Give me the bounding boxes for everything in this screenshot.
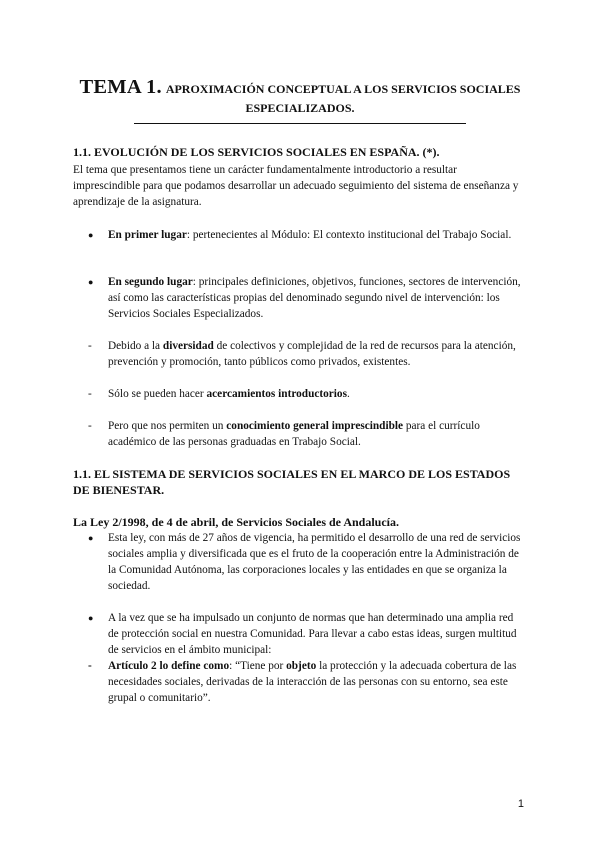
item-bold: En primer lugar bbox=[108, 229, 187, 241]
list-item-ley bbox=[88, 530, 523, 594]
title-dot: . bbox=[156, 76, 162, 98]
dash-icon: - bbox=[88, 340, 92, 352]
item-text: : principales definiciones, objetivos, funciones, sectores de intervención, así como las características propias del denominado segundo nivel de intervención: los Servicios Sociales Especializados. bbox=[108, 276, 521, 320]
dash-icon: - bbox=[88, 660, 92, 672]
title-line1: APROXIMACIÓN CONCEPTUAL A LOS SERVICIOS SOCIALES bbox=[165, 82, 521, 96]
title-rule bbox=[134, 123, 466, 124]
list-item-acercamientos bbox=[88, 386, 523, 402]
item-bold: conocimiento general imprescindible bbox=[226, 420, 404, 432]
item-text: de colectivos y complejidad de la red de recursos para la atención, prevención y promoción, tanto públicos como privados, existentes. bbox=[108, 340, 516, 368]
item-bold: acercamientos introductorios bbox=[206, 388, 347, 400]
item-bold: En segundo lugar bbox=[108, 276, 193, 288]
list-item-normas bbox=[88, 610, 523, 658]
document-title bbox=[70, 76, 530, 116]
bullet-icon: ● bbox=[88, 277, 94, 287]
section1-heading: 1.1. EVOLUCIÓN DE LOS SERVICIOS SOCIALES EN ESPAÑA. (*). bbox=[73, 145, 440, 159]
section2-heading: 1.1. EL SISTEMA DE SERVICIOS SOCIALES EN EL MARCO DE LOS ESTADOS DE BIENESTAR. bbox=[73, 467, 511, 497]
item-text: la protección y la adecuada cobertura de las necesidades sociales, derivadas de la interacción de las personas con su entorno, sea este grupal o comunitario”. bbox=[108, 660, 517, 704]
list-item-diversidad bbox=[88, 338, 523, 370]
bullet-icon: ● bbox=[88, 533, 94, 543]
list-item-conocimiento bbox=[88, 418, 523, 450]
item-text: A la vez que se ha impulsado un conjunto de normas que han determinado una amplia red de protección social en nuestra Comunidad. Para llevar a cabo estas ideas, surgen multitud de servicios en el ámbito municipal: bbox=[108, 612, 517, 656]
item-pre: Sólo se pueden hacer bbox=[108, 388, 207, 400]
item-pre: Pero que nos permiten un bbox=[108, 420, 227, 432]
title-line2: ESPECIALIZADOS. bbox=[245, 101, 355, 115]
bullet-icon: ● bbox=[88, 613, 94, 623]
item-text: : pertenecientes al Módulo: El contexto institucional del Trabajo Social. bbox=[186, 229, 512, 241]
item-text: para el currículo académico de las personas graduadas en Trabajo Social. bbox=[108, 420, 480, 448]
item-bold-objeto: objeto bbox=[286, 660, 317, 672]
item-mid: : “Tiene por bbox=[229, 660, 287, 672]
bullet-icon: ● bbox=[88, 230, 94, 240]
list-item-second bbox=[88, 274, 523, 322]
page-number: 1 bbox=[517, 798, 524, 810]
item-text: Esta ley, con más de 27 años de vigencia, ha permitido el desarrollo de una red de servicios sociales amplia y diversificada que es el fruto de la cooperación entre la Administración de la Comunidad Autónoma, las corporaciones locales y las entidades en que se organiza la sociedad. bbox=[108, 532, 521, 592]
section1-intro: El tema que presentamos tiene un carácter fundamentalmente introductorio a resultar imprescindible para que podamos desarrollar un adecuado seguimiento del sistema de enseñanza y aprendizaje de la asignatura. bbox=[73, 164, 519, 208]
item-text: . bbox=[346, 388, 350, 400]
item-bold: Artículo 2 lo define como bbox=[108, 660, 230, 672]
law-title: La Ley 2/1998, de 4 de abril, de Servicios Sociales de Andalucía. bbox=[73, 515, 400, 529]
item-bold: diversidad bbox=[162, 340, 214, 352]
item-pre: Debido a la bbox=[108, 340, 163, 352]
list-item-articulo bbox=[88, 658, 523, 706]
list-item-first bbox=[88, 227, 523, 243]
dash-icon: - bbox=[88, 420, 92, 432]
title-tema: TEMA 1 bbox=[79, 76, 157, 98]
dash-icon: - bbox=[88, 388, 92, 400]
